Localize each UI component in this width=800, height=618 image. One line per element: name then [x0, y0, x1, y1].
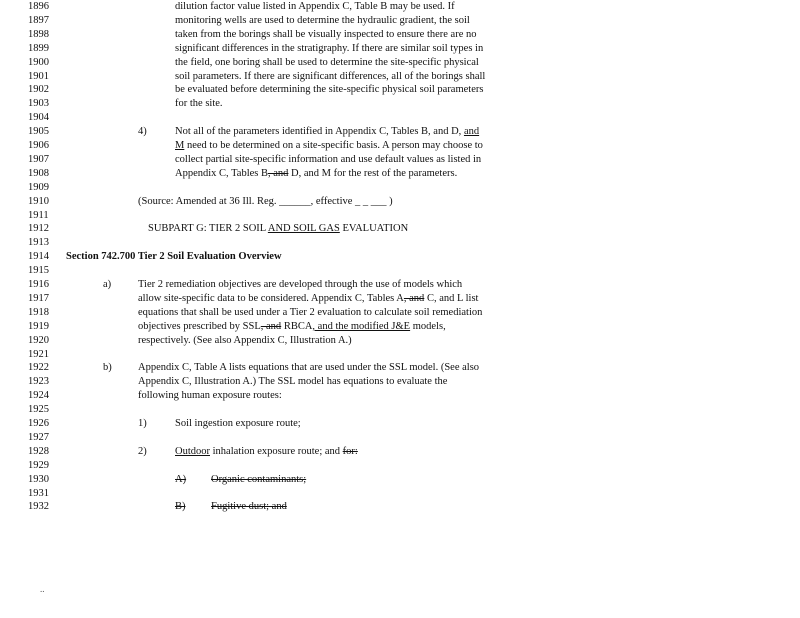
doc-line [0, 473, 800, 487]
line-number: 1897 [28, 14, 49, 26]
line-number: 1907 [28, 153, 49, 165]
line-text [175, 445, 358, 459]
line-number: 1916 [28, 279, 49, 290]
list-label: B) [175, 501, 186, 513]
line-text [175, 14, 470, 28]
line-text [66, 250, 282, 264]
line-number: 1917 [28, 292, 49, 304]
text-segment: Appendix C, Tables B [175, 167, 268, 179]
text-segment: EVALUATION [339, 223, 409, 235]
text-segment: monitoring wells are used to determine the hydraulic gradient, the soil [175, 14, 470, 26]
line-number: 1898 [28, 28, 49, 40]
doc-line [0, 389, 800, 403]
line-text [138, 361, 479, 375]
doc-line [0, 459, 800, 473]
line-text [175, 83, 483, 97]
list-label: 1) [138, 418, 147, 429]
line-number: 1906 [28, 140, 49, 151]
text-segment: , and [403, 292, 425, 304]
text-segment: for: [342, 445, 358, 457]
line-text [175, 153, 481, 167]
text-segment: Appendix C, Illustration A.) The SSL model has equations to evaluate the [138, 376, 448, 388]
doc-line [0, 0, 800, 14]
text-segment: the field, one boring shall be used to determine the site-specific physical [175, 56, 479, 68]
text-segment: D, and M for the rest of the parameters. [288, 167, 458, 179]
line-text [175, 42, 483, 56]
line-number: 1899 [28, 42, 49, 54]
text-segment: soil parameters. If there are significant differences, all of the borings shall [175, 70, 486, 82]
line-number: 1913 [28, 237, 49, 249]
doc-line [0, 111, 800, 125]
doc-line [0, 209, 800, 223]
line-number: 1914 [28, 251, 49, 263]
doc-line [0, 375, 800, 389]
text-segment: Organic contaminants; [211, 473, 307, 485]
text-segment: respectively. (See also Appendix C, Illustration A.) [138, 334, 352, 346]
line-text [175, 97, 223, 111]
doc-line [0, 250, 800, 264]
text-segment: Section 742.700 Tier 2 Soil Evaluation Overview [66, 251, 282, 263]
line-number: 1911 [28, 209, 49, 221]
line-number: 1926 [28, 418, 49, 429]
line-text [148, 222, 408, 236]
line-text [175, 70, 485, 84]
text-segment: SUBPART G: TIER 2 SOIL [148, 223, 268, 235]
list-label: b) [103, 362, 112, 374]
doc-line [0, 445, 800, 459]
line-number: 1927 [28, 431, 49, 443]
doc-line [0, 28, 800, 42]
line-number: 1900 [28, 56, 49, 68]
line-number: 1918 [28, 306, 49, 318]
line-number: 1928 [28, 445, 49, 457]
doc-line [0, 236, 800, 250]
list-label: 2) [138, 445, 147, 457]
line-number: 1909 [28, 181, 49, 193]
line-number: 1905 [28, 126, 49, 138]
text-segment: following human exposure routes: [138, 390, 282, 402]
text-segment: models, [410, 320, 446, 332]
text-segment: collect partial site-specific information and use default values as listed in [175, 153, 482, 165]
line-text [175, 28, 477, 42]
doc-line [0, 348, 800, 362]
line-number: 1932 [28, 501, 49, 513]
line-text [138, 320, 446, 334]
text-segment: Appendix C, Table A lists equations that are used under the SSL model. (See also [138, 362, 480, 374]
line-text [138, 334, 352, 348]
line-text [138, 292, 478, 306]
doc-line [0, 417, 800, 431]
text-segment: Fugitive dust; and [211, 501, 287, 513]
text-segment: RBCA [281, 320, 313, 332]
line-number: 1903 [28, 98, 49, 110]
text-segment: equations that shall be used under a Tier 2 evaluation to calculate soil remediation [138, 306, 483, 318]
line-text [138, 389, 282, 403]
doc-line [0, 14, 800, 28]
doc-line [0, 167, 800, 181]
text-segment: (Source: Amended at 36 Ill. Reg. ______, effective _ _ ___ ) [138, 195, 393, 207]
text-segment: AND SOIL GAS [267, 223, 340, 235]
line-number: 1902 [28, 84, 49, 96]
line-number: 1924 [28, 390, 49, 402]
doc-line [0, 403, 800, 417]
text-segment: M [175, 140, 185, 151]
doc-line [0, 487, 800, 501]
doc-line [0, 306, 800, 320]
line-number: 1896 [28, 1, 49, 12]
line-text [138, 278, 462, 292]
text-segment: , and [267, 167, 289, 179]
doc-line [0, 264, 800, 278]
doc-line [0, 56, 800, 70]
line-number: 1912 [28, 223, 49, 235]
text-segment: allow site-specific data to be considered. Appendix C, Tables A [138, 292, 404, 304]
text-segment: and [463, 126, 480, 138]
list-label: a) [103, 279, 112, 290]
line-text [211, 500, 287, 514]
line-number: 1901 [28, 70, 49, 82]
doc-line [0, 195, 800, 209]
doc-line [0, 431, 800, 445]
text-segment: Outdoor [175, 445, 210, 457]
text-segment: objectives prescribed by SSL [138, 320, 261, 332]
doc-line [0, 361, 800, 375]
line-number: 1922 [28, 362, 49, 374]
line-text [138, 306, 482, 320]
list-label: 4) [138, 126, 147, 138]
line-number: 1910 [28, 195, 49, 207]
doc-line [0, 222, 800, 236]
line-text [138, 375, 447, 389]
text-segment: Tier 2 remediation objectives are developed through the use of models which [138, 279, 463, 290]
text-segment: be evaluated before determining the site-specific physical soil parameters [175, 84, 484, 96]
doc-line [0, 278, 800, 292]
line-number: 1908 [28, 167, 49, 179]
line-text [211, 473, 306, 487]
doc-line [0, 42, 800, 56]
doc-line [0, 83, 800, 97]
line-text [175, 0, 455, 14]
text-segment: significant differences in the stratigraphy. If there are similar soil types in [175, 42, 484, 54]
line-text [175, 139, 483, 153]
text-segment: Not all of the parameters identified in Appendix C, Tables B, and D, [175, 126, 464, 138]
line-number: 1929 [28, 459, 49, 471]
doc-line [0, 125, 800, 139]
line-number: 1915 [28, 265, 49, 277]
doc-line [0, 153, 800, 167]
line-number: 1930 [28, 473, 49, 485]
line-number: 1920 [28, 334, 49, 346]
line-text [175, 167, 457, 181]
text-segment: for the site. [175, 98, 223, 110]
text-segment: inhalation exposure route; and [210, 445, 343, 457]
footer-mark: .. [40, 584, 45, 594]
line-number: 1931 [28, 487, 49, 499]
line-text [175, 125, 479, 139]
doc-line [0, 500, 800, 514]
text-segment: C, and L list [424, 292, 479, 304]
text-segment: dilution factor value listed in Appendix C, Table B may be used. If [175, 1, 455, 12]
line-number: 1904 [28, 112, 49, 124]
doc-line [0, 70, 800, 84]
text-segment: taken from the borings shall be visually inspected to ensure there are no [175, 28, 477, 40]
line-text [138, 195, 393, 209]
text-segment: , and the modified J&E [312, 320, 411, 332]
line-text [175, 56, 479, 70]
line-text [175, 417, 301, 431]
text-segment: need to be determined on a site-specific basis. A person may choose to [184, 140, 483, 151]
line-number: 1925 [28, 404, 49, 416]
doc-line [0, 292, 800, 306]
doc-line [0, 320, 800, 334]
text-segment: , and [260, 320, 282, 332]
doc-line [0, 97, 800, 111]
doc-line [0, 139, 800, 153]
list-label: A) [175, 473, 187, 485]
line-number: 1921 [28, 348, 49, 360]
line-number: 1923 [28, 376, 49, 388]
doc-line [0, 181, 800, 195]
text-segment: Soil ingestion exposure route; [175, 418, 301, 429]
doc-line [0, 334, 800, 348]
line-number: 1919 [28, 320, 49, 332]
